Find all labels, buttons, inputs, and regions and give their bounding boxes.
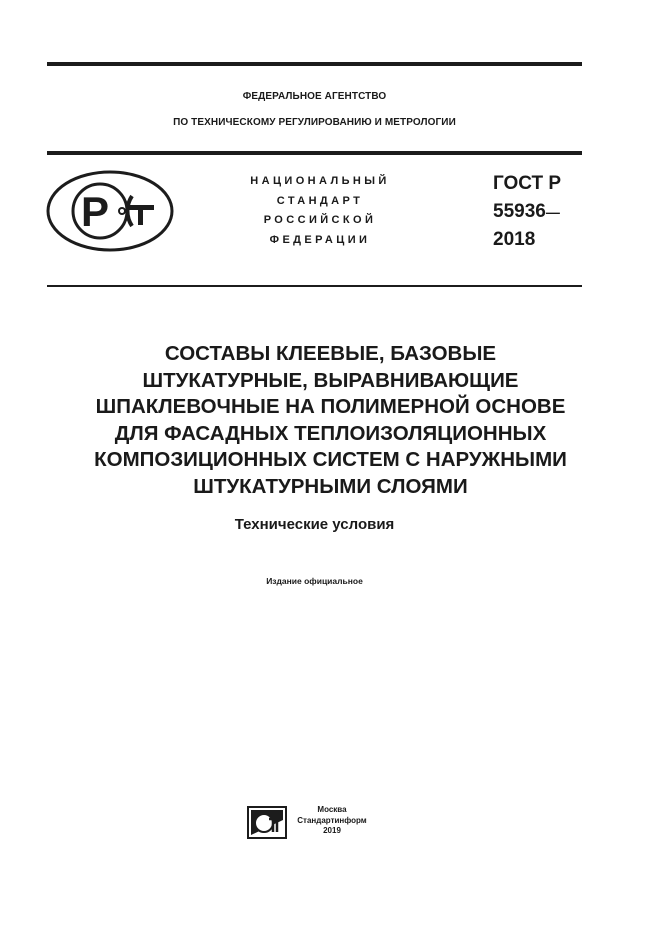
title-line: СОСТАВЫ КЛЕЕВЫЕ, БАЗОВЫЕ bbox=[164, 342, 497, 365]
top-rule bbox=[47, 62, 582, 66]
agency-name-line1: ФЕДЕРАЛЬНОЕ АГЕНТСТВО bbox=[242, 91, 387, 102]
edition-label: Издание официальное bbox=[266, 576, 363, 586]
rst-gost-logo-icon bbox=[46, 170, 174, 252]
gost-number-line bbox=[493, 198, 561, 226]
document-title bbox=[40, 341, 621, 500]
national-line: РОССИЙСКОЙ bbox=[263, 214, 377, 226]
national-standard-label bbox=[235, 172, 405, 250]
national-line: НАЦИОНАЛЬНЫЙ bbox=[250, 175, 390, 187]
publisher-name: Стандартинформ bbox=[297, 815, 367, 825]
national-line: СТАНДАРТ bbox=[276, 194, 364, 207]
gost-prefix: ГОСТ Р bbox=[493, 173, 562, 194]
standard-block-top-rule bbox=[47, 151, 582, 155]
agency-name-line2: ПО ТЕХНИЧЕСКОМУ РЕГУЛИРОВАНИЮ И МЕТРОЛОГИИ bbox=[173, 117, 456, 128]
gost-dash: — bbox=[545, 204, 560, 220]
publisher-info bbox=[292, 805, 372, 837]
national-line: ФЕДЕРАЦИИ bbox=[269, 233, 371, 246]
publisher-year: 2019 bbox=[323, 826, 341, 835]
standartinform-logo-icon bbox=[247, 806, 287, 839]
title-line: ДЛЯ ФАСАДНЫХ ТЕПЛОИЗОЛЯЦИОННЫХ bbox=[114, 421, 547, 445]
title-line: ШТУКАТУРНЫМИ СЛОЯМИ bbox=[193, 474, 468, 498]
svg-text:Р: Р bbox=[81, 188, 110, 235]
gost-designation bbox=[493, 170, 561, 254]
title-line: ШПАКЛЕВОЧНЫЕ НА ПОЛИМЕРНОЙ ОСНОВЕ bbox=[95, 395, 566, 418]
gost-number: 55936 bbox=[493, 201, 546, 222]
standard-block-bottom-rule bbox=[47, 285, 582, 287]
title-line: КОМПОЗИЦИОННЫХ СИСТЕМ С НАРУЖНЫМИ bbox=[94, 448, 567, 471]
document-subtitle: Технические условия bbox=[234, 516, 395, 533]
gost-year: 2018 bbox=[493, 229, 536, 250]
title-line: ШТУКАТУРНЫЕ, ВЫРАВНИВАЮЩИЕ bbox=[142, 368, 519, 392]
publisher-city: Москва bbox=[317, 805, 347, 814]
